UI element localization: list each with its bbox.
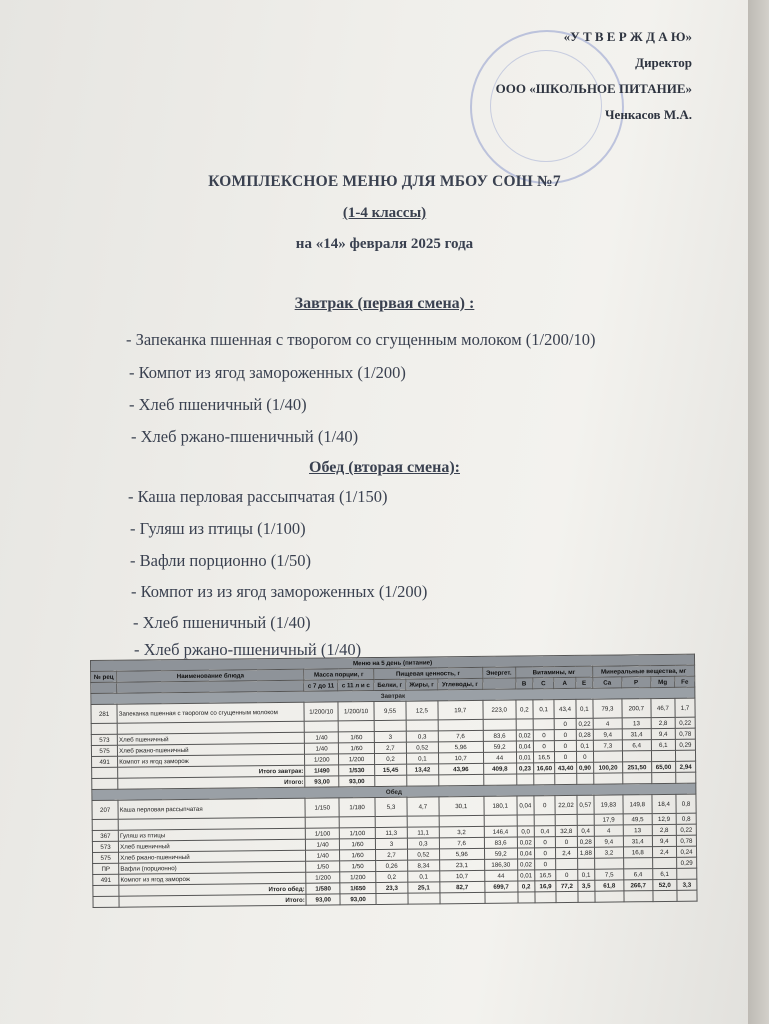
table-cell-n <box>92 819 118 830</box>
table-cell-fe: 0,22 <box>675 717 695 728</box>
table-caption: Меню на 5 день (питание) <box>91 654 695 671</box>
table-cell-f <box>407 816 439 827</box>
table-cell-v4: 0 <box>576 751 593 762</box>
table-cell-b: 2,7 <box>375 849 407 860</box>
table-cell-v3: 0 <box>555 729 576 740</box>
total-cell-v3 <box>556 891 577 902</box>
total-cell-ca: 61,8 <box>595 880 624 891</box>
col-header: Пищевая ценность, г <box>374 667 483 679</box>
total-cell-label: Итого обед: <box>119 883 306 896</box>
table-cell-b: 3 <box>374 731 406 742</box>
total-cell-f: 25,1 <box>408 882 440 893</box>
table-cell-m2: 1/60 <box>340 850 376 861</box>
total-cell-m2: 1/650 <box>340 883 376 894</box>
table-cell-name: Компот из ягод заморож <box>119 872 306 885</box>
table-cell-c: 10,7 <box>439 870 484 881</box>
table-cell-c: 3,2 <box>439 826 484 837</box>
total-cell-mg <box>651 772 675 783</box>
total-cell-v2: 16,9 <box>535 881 556 892</box>
table-cell-p: 16,8 <box>623 847 652 858</box>
table-cell-v2: 0 <box>533 730 554 741</box>
lunch-item: - Компот из из ягод замороженных (1/200) <box>131 582 428 601</box>
table-cell-m2: 1/60 <box>338 732 374 743</box>
table-cell-n: 367 <box>92 830 118 841</box>
table-cell-v1 <box>517 815 534 826</box>
approval-heading: «У Т В Е Р Ж Д А Ю» <box>563 29 692 44</box>
total-cell-m2: 93,00 <box>340 894 376 905</box>
col-header: Минеральные вещества, мг <box>593 665 695 677</box>
col-header: Масса порции, г <box>304 669 374 681</box>
table-cell-mg: 6,1 <box>652 868 676 879</box>
table-cell-p <box>622 751 651 762</box>
total-cell-ca: 100,20 <box>594 762 623 773</box>
total-cell-b <box>375 775 407 786</box>
table-cell-e: 83,6 <box>483 730 516 741</box>
table-cell-e: 186,30 <box>484 859 517 870</box>
table-cell-m2: 1/60 <box>339 743 375 754</box>
table-cell-mg: 2,8 <box>651 717 675 728</box>
table-cell-c: 10,7 <box>438 752 483 763</box>
table-cell-m2: 1/100 <box>339 828 375 839</box>
total-cell-c <box>440 892 485 903</box>
table-cell-c: 5,96 <box>439 848 484 859</box>
table-cell-b: 0,2 <box>376 871 408 882</box>
table-cell-m2 <box>338 721 374 732</box>
table-cell-v2: 0 <box>534 848 555 859</box>
total-cell-v3: 43,40 <box>555 762 576 773</box>
total-cell-b <box>376 893 408 904</box>
table-cell-e: 44 <box>483 752 516 763</box>
table-cell-v2 <box>534 815 555 826</box>
table-cell-f: 0,52 <box>406 742 438 753</box>
table-cell-v1: 0,02 <box>517 859 534 870</box>
approval-block <box>496 24 692 128</box>
table-cell-c <box>438 719 483 730</box>
table-cell-ca: 9,4 <box>593 729 622 740</box>
total-cell-label: Итого завтрак: <box>118 765 305 778</box>
total-cell-v2 <box>534 774 555 785</box>
table-cell-m1: 1/100 <box>306 828 340 839</box>
total-cell-v3 <box>555 773 576 784</box>
table-cell-n: ПР <box>93 863 119 874</box>
total-cell-mg: 65,00 <box>651 761 675 772</box>
table-cell-n: 281 <box>91 704 117 723</box>
table-cell-f: 0,52 <box>407 849 439 860</box>
table-cell-m2: 1/50 <box>340 861 376 872</box>
table-cell-v3: 2,4 <box>556 847 577 858</box>
table-cell-v1 <box>516 719 533 730</box>
table-cell-p: 49,5 <box>623 814 652 825</box>
table-cell-n <box>91 723 117 734</box>
total-cell-p <box>623 773 652 784</box>
table-cell-b: 0,26 <box>376 860 408 871</box>
table-cell-v3: 22,02 <box>555 795 577 814</box>
table-cell-m2 <box>339 817 375 828</box>
table-cell-f: 12,5 <box>406 701 438 720</box>
table-cell-name: Компот из ягод заморож <box>118 754 305 767</box>
total-cell-v4: 3,5 <box>577 880 594 891</box>
table-cell-v3: 0 <box>555 751 576 762</box>
classes-subtitle: (1-4 классы) <box>342 205 427 221</box>
total-cell-label: Итого: <box>118 776 305 789</box>
table-cell-m2: 1/60 <box>340 839 376 850</box>
table-cell-e: 146,4 <box>484 826 517 837</box>
table-cell-f: 0,3 <box>407 838 439 849</box>
sub-header: с 7 до 11 <box>304 680 338 691</box>
table-cell-p: 149,8 <box>623 795 652 814</box>
total-cell-f <box>407 775 439 786</box>
table-cell-name: Хлеб ржано-пшеничный <box>118 743 305 756</box>
total-cell-c: 43,96 <box>438 763 483 774</box>
table-cell-v4: 1,88 <box>577 847 594 858</box>
table-cell-mg <box>652 857 676 868</box>
lunch-heading: Обед (вторая смена): <box>309 459 460 476</box>
table-cell-b: 3 <box>375 838 407 849</box>
table-cell-p: 200,7 <box>622 699 651 718</box>
table-cell-p: 31,4 <box>622 729 651 740</box>
table-cell-v3: 0 <box>555 740 576 751</box>
table-cell-v4: 0,28 <box>576 729 593 740</box>
table-cell-v4: 0,1 <box>577 869 594 880</box>
sub-header: Fe <box>675 676 695 687</box>
total-cell-fe <box>677 890 697 901</box>
table-cell-v4 <box>577 858 594 869</box>
table-cell-m2: 1/180 <box>339 798 375 817</box>
table-cell-mg: 12,9 <box>652 813 676 824</box>
total-cell-v4 <box>578 891 595 902</box>
table-cell-v4: 0,28 <box>577 836 594 847</box>
total-cell-p: 251,50 <box>622 762 651 773</box>
table-cell-v4: 0,1 <box>576 699 594 718</box>
table-cell-mg: 18,4 <box>652 794 677 813</box>
table-cell-n: 491 <box>93 874 119 885</box>
table-cell-ca: 7,5 <box>595 869 624 880</box>
table-cell-b: 9,55 <box>374 701 406 720</box>
meal-band-label: Завтрак <box>91 687 695 704</box>
total-cell-m1: 93,00 <box>305 776 339 787</box>
table-cell-f: 4,7 <box>407 797 439 816</box>
table-cell-p <box>623 858 652 869</box>
table-cell-m1 <box>305 817 339 828</box>
table-cell-n: 573 <box>91 734 117 745</box>
col-header: Витамины, мг <box>515 666 592 678</box>
col-header: Энергет. <box>482 667 515 678</box>
sub-header: B <box>515 678 532 689</box>
table-cell-mg: 6,1 <box>651 739 675 750</box>
sub-header: с 11 л и с <box>338 680 374 691</box>
total-cell-v1: 0,2 <box>517 881 534 892</box>
table-cell-e: 44 <box>484 870 517 881</box>
table-cell-name: Хлеб пшеничный <box>117 732 304 745</box>
breakfast-heading: Завтрак (первая смена) : <box>294 295 475 312</box>
table-cell-ca <box>595 858 624 869</box>
approval-organization: ООО «ШКОЛЬНОЕ ПИТАНИЕ» <box>495 81 692 96</box>
table-cell-fe: 0,29 <box>677 857 697 868</box>
total-cell-c <box>438 774 483 785</box>
table-cell-p: 13 <box>622 718 651 729</box>
table-cell-v4 <box>577 814 594 825</box>
table-cell-b: 0,2 <box>374 753 406 764</box>
table-cell-b: 5,3 <box>375 797 407 816</box>
table-cell-m1 <box>304 721 338 732</box>
table-cell-name: Хлеб ржано-пшеничный <box>119 850 306 863</box>
sub-header: C <box>533 678 554 689</box>
total-cell-v3: 77,2 <box>556 880 577 891</box>
table-cell-e <box>484 815 517 826</box>
total-cell-mg: 52,0 <box>653 879 677 890</box>
total-cell-m1: 1/580 <box>306 883 340 894</box>
table-cell-e <box>483 719 516 730</box>
table-cell-v1: 0,2 <box>516 700 534 719</box>
table-cell-fe: 0,78 <box>676 835 696 846</box>
table-cell-mg: 46,7 <box>651 698 676 717</box>
meal-band-label: Обед <box>92 783 696 800</box>
table-cell-ca: 7,3 <box>593 740 622 751</box>
table-cell-v1: 0,01 <box>516 752 533 763</box>
total-cell-ca <box>595 891 624 902</box>
table-cell-fe: 0,29 <box>675 739 695 750</box>
table-cell-ca: 19,83 <box>594 795 623 814</box>
table-cell-name: Запеканка пшенная с творогом со сгущенным молоком <box>117 702 304 723</box>
table-cell-name: Каша перловая рассыпчатая <box>118 798 305 819</box>
total-cell-v1 <box>516 774 533 785</box>
table-cell-e: 180,1 <box>484 796 517 815</box>
total-cell-f <box>408 893 440 904</box>
table-cell-ca: 3,2 <box>594 847 623 858</box>
table-cell-c: 19,7 <box>438 700 483 719</box>
table-cell-v4: 0,57 <box>577 795 595 814</box>
table-cell-m2: 1/200 <box>340 872 376 883</box>
table-cell-mg: 2,8 <box>652 824 676 835</box>
table-cell-e: 59,2 <box>483 741 516 752</box>
total-cell-p: 266,7 <box>624 880 653 891</box>
total-cell-c: 82,7 <box>440 881 485 892</box>
table-cell-v1: 0,0 <box>517 826 534 837</box>
table-cell-ca <box>593 751 622 762</box>
lunch-item: - Вафли порционно (1/50) <box>130 551 312 570</box>
table-cell-n: 575 <box>91 745 117 756</box>
total-cell-b: 23,3 <box>376 882 408 893</box>
sub-header: Жиры, г <box>406 679 438 690</box>
table-cell-m1: 1/200/10 <box>304 702 338 721</box>
table-cell-b: 2,7 <box>374 742 406 753</box>
table-cell-name: Гуляш из птицы <box>118 828 305 841</box>
nutrition-table-wrapper <box>90 654 698 950</box>
lunch-item: - Каша перловая рассыпчатая (1/150) <box>128 487 388 506</box>
table-cell-v2: 0,4 <box>534 826 555 837</box>
table-cell-mg: 2,4 <box>652 846 676 857</box>
table-cell-p: 13 <box>623 825 652 836</box>
total-cell-v1 <box>518 892 535 903</box>
table-cell-v4: 0,1 <box>576 740 593 751</box>
table-cell-e: 223,0 <box>483 700 516 719</box>
table-cell-ca: 4 <box>593 718 622 729</box>
table-cell-fe <box>675 750 695 761</box>
total-cell-fe <box>676 772 696 783</box>
table-cell-p: 31,4 <box>623 836 652 847</box>
table-cell-c: 23,1 <box>439 859 484 870</box>
table-cell-m1: 1/40 <box>306 850 340 861</box>
lunch-item: - Хлеб ржано-пшеничный (1/40) <box>134 640 362 659</box>
col-header: № рец <box>91 671 117 682</box>
sub-header: Белки, г <box>374 679 406 690</box>
lunch-item: - Хлеб пшеничный (1/40) <box>133 613 311 632</box>
table-cell-fe: 0,78 <box>675 728 695 739</box>
table-cell-mg: 9,4 <box>652 835 676 846</box>
table-cell-e: 59,2 <box>484 848 517 859</box>
document-title: КОМПЛЕКСНОЕ МЕНЮ ДЛЯ МБОУ СОШ №7 <box>208 173 561 190</box>
table-cell-v1: 0,04 <box>517 848 534 859</box>
table-cell-m1: 1/40 <box>306 839 340 850</box>
table-cell-v4: 0,22 <box>576 718 593 729</box>
sub-header: Углеводы, г <box>437 678 482 689</box>
table-cell-p: 6,4 <box>624 869 653 880</box>
table-cell-n: 491 <box>92 756 118 767</box>
table-cell-ca: 9,4 <box>594 836 623 847</box>
total-cell-fe: 2,94 <box>676 761 696 772</box>
table-cell-e: 83,6 <box>484 837 517 848</box>
table-cell-m1: 1/200 <box>306 872 340 883</box>
breakfast-item: - Хлеб ржано-пшеничный (1/40) <box>131 427 359 446</box>
approval-signer: Ченкасов М.А. <box>605 107 692 122</box>
table-cell-v4: 0,4 <box>577 825 594 836</box>
table-cell-m2: 1/200 <box>339 754 375 765</box>
breakfast-item: - Хлеб пшеничный (1/40) <box>129 395 307 414</box>
total-cell-v4: 0,90 <box>576 762 593 773</box>
table-cell-ca: 4 <box>594 825 623 836</box>
table-cell-v2: 0 <box>533 741 554 752</box>
table-cell-fe <box>677 868 697 879</box>
sub-header: E <box>575 677 592 688</box>
table-cell-f: 8,34 <box>408 860 440 871</box>
total-cell-label: Итого: <box>119 894 306 907</box>
sub-header: Ca <box>593 677 622 688</box>
total-cell-ca <box>594 773 623 784</box>
table-cell-m1: 1/200 <box>305 754 339 765</box>
table-cell-v1: 0,02 <box>517 837 534 848</box>
table-cell-ca: 17,9 <box>594 814 623 825</box>
table-cell-v2: 16,5 <box>535 870 556 881</box>
table-cell-v1: 0,01 <box>517 870 534 881</box>
table-cell-f: 11,1 <box>407 827 439 838</box>
total-cell-e: 699,7 <box>485 881 518 892</box>
table-cell-mg <box>651 750 675 761</box>
total-cell-e <box>485 892 518 903</box>
table-cell-v2: 0 <box>534 796 556 815</box>
approval-position: Директор <box>635 55 692 70</box>
page-edge <box>748 0 769 1024</box>
table-cell-m2: 1/200/10 <box>338 702 374 721</box>
table-cell-b <box>375 816 407 827</box>
total-cell-e <box>483 774 516 785</box>
table-cell-v3: 32,8 <box>556 825 577 836</box>
table-cell-f: 0,1 <box>408 871 440 882</box>
total-cell-v4 <box>576 773 593 784</box>
total-cell-m1: 93,00 <box>306 894 340 905</box>
table-cell-fe: 0,8 <box>676 794 696 813</box>
table-cell-m1: 1/40 <box>305 732 339 743</box>
table-cell-v2: 16,5 <box>533 752 554 763</box>
nutrition-table <box>90 654 698 908</box>
table-cell-f: 0,3 <box>406 731 438 742</box>
table-cell-fe: 1,7 <box>675 698 695 717</box>
total-cell-e: 409,8 <box>483 763 516 774</box>
table-cell-v3 <box>556 858 577 869</box>
table-cell-fe: 0,22 <box>676 824 696 835</box>
table-cell-v2 <box>533 719 554 730</box>
sub-header: Mg <box>650 676 674 687</box>
menu-date: на «14» февраля 2025 года <box>295 236 474 252</box>
table-cell-name: Хлеб пшеничный <box>119 839 306 852</box>
total-cell-v2: 16,60 <box>534 763 555 774</box>
table-cell-ca: 79,3 <box>593 699 622 718</box>
table-cell-v3 <box>555 814 576 825</box>
table-cell-v3: 0 <box>556 869 577 880</box>
table-cell-fe: 0,8 <box>676 813 696 824</box>
total-cell-b: 15,45 <box>375 764 407 775</box>
table-cell-n: 573 <box>92 841 118 852</box>
table-cell-f: 0,1 <box>406 753 438 764</box>
table-cell-mg: 9,4 <box>651 728 675 739</box>
sub-header: A <box>554 677 575 688</box>
table-cell-name: Вафли (порционно) <box>119 861 306 874</box>
total-cell-fe: 3,3 <box>677 879 697 890</box>
table-cell-c <box>439 815 484 826</box>
lunch-item: - Гуляш из птицы (1/100) <box>130 519 306 538</box>
total-cell-mg <box>653 890 677 901</box>
table-cell-b: 11,3 <box>375 827 407 838</box>
table-cell-c: 5,96 <box>438 741 483 752</box>
total-cell-m1: 1/490 <box>305 765 339 776</box>
total-cell-p <box>624 891 653 902</box>
breakfast-item: - Компот из ягод замороженных (1/200) <box>129 363 406 382</box>
table-cell-v1: 0,04 <box>516 741 533 752</box>
table-cell-n: 575 <box>93 852 119 863</box>
table-cell-v2: 0 <box>535 859 556 870</box>
table-cell-fe: 0,24 <box>676 846 696 857</box>
table-cell-m1: 1/40 <box>305 743 339 754</box>
total-cell-m2: 1/530 <box>339 765 375 776</box>
col-header: Наименование блюда <box>117 669 304 682</box>
table-cell-v3: 0 <box>556 836 577 847</box>
table-cell-c: 7,6 <box>439 837 484 848</box>
table-cell-m1: 1/50 <box>306 861 340 872</box>
total-cell-f: 13,42 <box>407 764 439 775</box>
table-cell-v2: 0 <box>534 837 555 848</box>
breakfast-item: - Запеканка пшенная с творогом со сгущенным молоком (1/200/10) <box>126 330 596 349</box>
table-cell-v2: 0,1 <box>533 700 555 719</box>
table-cell-p: 6,4 <box>622 740 651 751</box>
table-cell-v3: 0 <box>554 718 575 729</box>
table-cell-b <box>374 720 406 731</box>
table-cell-v3: 43,4 <box>554 699 576 718</box>
table-cell-f <box>406 720 438 731</box>
table-cell-c: 7,6 <box>438 730 483 741</box>
total-cell-m2: 93,00 <box>339 776 375 787</box>
table-cell-m1: 1/150 <box>305 798 339 817</box>
sub-header: P <box>622 677 651 688</box>
table-cell-n: 207 <box>92 800 118 819</box>
table-cell-v1: 0,02 <box>516 730 533 741</box>
total-cell-v1: 0,23 <box>516 763 533 774</box>
table-cell-v1: 0,04 <box>517 796 535 815</box>
total-cell-v2 <box>535 892 556 903</box>
table-cell-c: 30,1 <box>439 796 484 815</box>
